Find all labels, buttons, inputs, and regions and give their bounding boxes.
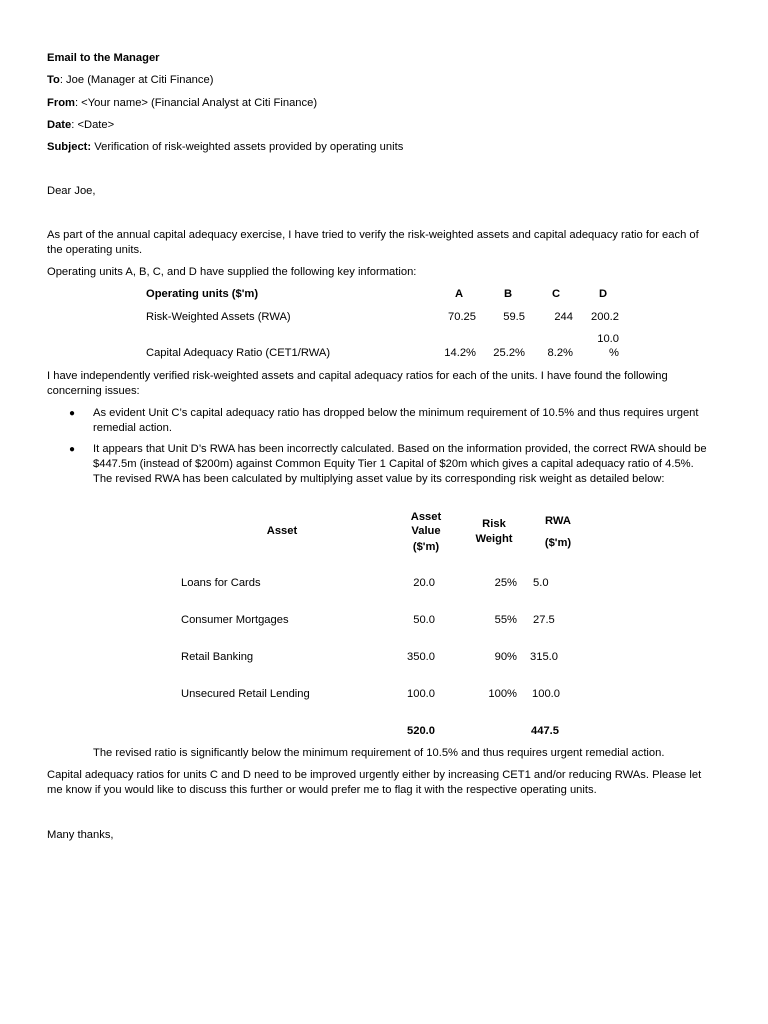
subject-line bbox=[47, 140, 403, 155]
asset-header-value-1: Asset bbox=[410, 511, 442, 523]
from-value: : <Your name> (Financial Analyst at Citi Finance) bbox=[74, 97, 318, 109]
email-heading: Email to the Manager bbox=[47, 52, 160, 64]
asset-header-rwa-2: ($'m) bbox=[544, 537, 572, 549]
asset-header-value-3: ($'m) bbox=[412, 541, 440, 553]
bullet-marker-1: ● bbox=[69, 408, 76, 419]
to-label: To bbox=[47, 74, 60, 86]
asset-header-weight-2: Weight bbox=[475, 533, 513, 545]
date-line bbox=[47, 118, 114, 133]
asset-row-4-name: Unsecured Retail Lending bbox=[181, 688, 310, 700]
units-header-label: Operating units ($'m) bbox=[146, 288, 259, 300]
closing: Many thanks, bbox=[47, 829, 114, 841]
rwa-row-d: 200.2 bbox=[591, 311, 619, 323]
rwa-row-b: 59.5 bbox=[503, 311, 525, 323]
bullet-marker-2: ● bbox=[69, 444, 76, 455]
asset-total-value: 520.0 bbox=[407, 725, 435, 737]
asset-header-value-2: Value bbox=[411, 525, 441, 537]
revised-ratio-note: The revised ratio is significantly below the minimum requirement of 10.5% and thus requires urgent remedial action. bbox=[93, 747, 665, 759]
car-row-d-line1: 10.0 bbox=[597, 333, 619, 345]
asset-row-2-name: Consumer Mortgages bbox=[181, 614, 289, 626]
asset-row-4-value: 100.0 bbox=[407, 688, 435, 700]
asset-row-1-value: 20.0 bbox=[413, 577, 435, 589]
asset-row-3-name: Retail Banking bbox=[181, 651, 254, 663]
rwa-row-a: 70.25 bbox=[448, 311, 476, 323]
paragraph-recommendation: Capital adequacy ratios for units C and D need to be improved urgently either by increasing CET1 and/or reducing RWAs. Please let me know if you would like to discuss this further or would prefer me to flag it with the respective operating units. bbox=[47, 769, 702, 796]
asset-row-2-rwa: 27.5 bbox=[533, 614, 555, 626]
date-value: : <Date> bbox=[71, 119, 115, 131]
paragraph-intro: As part of the annual capital adequacy exercise, I have tried to verify the risk-weighted assets and capital adequacy ratio for each of the operating units. bbox=[47, 229, 699, 256]
units-header-c: C bbox=[551, 288, 561, 300]
asset-row-3-weight: 90% bbox=[494, 651, 517, 663]
asset-header-asset: Asset bbox=[266, 525, 298, 537]
subject-value: Verification of risk-weighted assets provided by operating units bbox=[91, 141, 404, 153]
asset-row-3-value: 350.0 bbox=[407, 651, 435, 663]
from-label: From bbox=[47, 97, 75, 109]
rwa-row-c: 244 bbox=[554, 311, 573, 323]
car-row-c: 8.2% bbox=[547, 347, 573, 359]
asset-row-3-rwa: 315.0 bbox=[530, 651, 558, 663]
asset-header-weight-1: Risk bbox=[482, 518, 506, 530]
subject-label: Subject: bbox=[47, 141, 92, 153]
asset-row-2-weight: 55% bbox=[494, 614, 517, 626]
car-row-label: Capital Adequacy Ratio (CET1/RWA) bbox=[146, 347, 331, 359]
bullet-2: It appears that Unit D’s RWA has been incorrectly calculated. Based on the information provided, the correct RWA should be $447.5m (instead of $200m) against Common Equity Tier 1 Capital of $20m which gives a capital adequacy ratio of 4.5%. The revised RWA has been calculated by multiplying asset value by its corresponding risk weight as detailed below: bbox=[93, 443, 707, 485]
asset-row-2-value: 50.0 bbox=[413, 614, 435, 626]
paragraph-units-intro: Operating units A, B, C, and D have supplied the following key information: bbox=[47, 266, 417, 278]
car-row-a: 14.2% bbox=[444, 347, 476, 359]
greeting: Dear Joe, bbox=[47, 185, 96, 197]
asset-row-4-rwa: 100.0 bbox=[532, 688, 560, 700]
asset-total-rwa: 447.5 bbox=[531, 725, 559, 737]
asset-row-1-rwa: 5.0 bbox=[533, 577, 549, 589]
units-header-a: A bbox=[454, 288, 464, 300]
asset-row-1-name: Loans for Cards bbox=[181, 577, 261, 589]
from-line bbox=[47, 96, 317, 111]
asset-row-1-weight: 25% bbox=[494, 577, 517, 589]
date-label: Date bbox=[47, 119, 72, 131]
to-line bbox=[47, 73, 213, 88]
asset-row-4-weight: 100% bbox=[488, 688, 517, 700]
rwa-row-label: Risk-Weighted Assets (RWA) bbox=[146, 311, 291, 323]
car-row-d-line2: % bbox=[609, 347, 619, 359]
bullet-1: As evident Unit C’s capital adequacy ratio has dropped below the minimum requirement of 10.5% and thus requires urgent remedial action. bbox=[93, 407, 699, 434]
units-header-b: B bbox=[503, 288, 513, 300]
asset-header-rwa-1: RWA bbox=[545, 515, 571, 527]
car-row-b: 25.2% bbox=[493, 347, 525, 359]
units-header-d: D bbox=[598, 288, 608, 300]
to-value: : Joe (Manager at Citi Finance) bbox=[59, 74, 214, 86]
paragraph-findings: I have independently verified risk-weighted assets and capital adequacy ratios for each of the units. I have found the following concerning issues: bbox=[47, 370, 668, 397]
